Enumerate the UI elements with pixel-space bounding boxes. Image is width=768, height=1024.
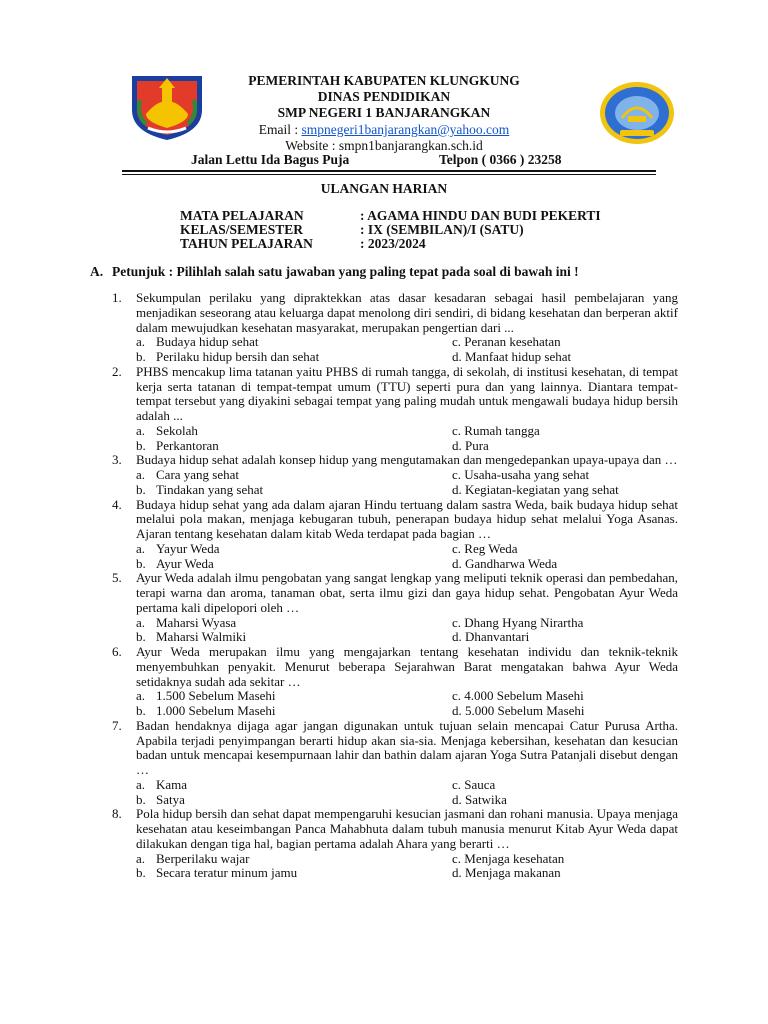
meta-key: TAHUN PELAJARAN	[180, 236, 313, 251]
question-item	[112, 365, 678, 454]
option-b[interactable]: b. Secara teratur minum jamu	[136, 865, 298, 881]
meta-value: : AGAMA HINDU DAN BUDI PEKERTI	[360, 208, 601, 223]
option-d[interactable]: d. 5.000 Sebelum Masehi	[452, 703, 585, 718]
option-a[interactable]: a. Cara yang sehat	[136, 467, 240, 482]
option-d[interactable]: d. Satwika	[452, 791, 507, 807]
meta-key: MATA PELAJARAN	[180, 208, 304, 223]
question-item	[112, 719, 678, 808]
question-text: Budaya hidup sehat yang ada dalam ajaran Hindu tertuang dalam sastra Weda, baik budaya hidup sehat melalui pola makan, menjaga kebugaran tubuh, penerapan budaya hidup sehat melalui Yoga Asanas. Ajaran tentang kesehatan dalam kitab Weda terdapat pada bagian …	[136, 496, 678, 541]
question-text: Budaya hidup sehat adalah konsep hidup yang mengutamakan dan mengedepankan upaya-upaya dan …	[136, 452, 678, 468]
section-instruction	[90, 264, 579, 280]
option-d[interactable]: d. Kegiatan-kegiatan yang sehat	[452, 481, 619, 497]
section-label: A.	[90, 264, 104, 279]
question-item	[112, 645, 678, 719]
meta-value: : 2023/2024	[360, 236, 426, 251]
department-name: DINAS PENDIDIKAN	[317, 89, 451, 104]
email-link[interactable]: smpnegeri1banjarangkan@yahoo.com	[301, 122, 510, 137]
option-a[interactable]: a. Sekolah	[136, 422, 198, 438]
question-item	[112, 807, 678, 881]
option-b[interactable]: b. Perilaku hidup bersih dan sehat	[136, 349, 320, 364]
header-divider	[122, 170, 656, 172]
option-c[interactable]: c. Menjaga kesehatan	[452, 850, 565, 866]
option-c[interactable]: c. Peranan kesehatan	[452, 334, 561, 350]
question-text: PHBS mencakup lima tatanan yaitu PHBS di rumah tangga, di sekolah, di institusi kesehatan, di tempat kerja serta tatanan di tempat-tempat umum (TTU) seperti pura dan yang lainnya. Diantara tempat-tempat tersebut yang diyakini sebagai tempat yang paling mudah untuk mengawali budaya hidup bersih adalah ...	[136, 363, 678, 423]
option-d[interactable]: d. Gandharwa Weda	[452, 555, 558, 571]
meta-value: : IX (SEMBILAN)/I (SATU)	[360, 222, 524, 237]
option-d[interactable]: d. Dhanvantari	[452, 629, 530, 645]
website-line: Website : smpn1banjarangkan.sch.id	[285, 138, 483, 153]
question-item	[112, 571, 678, 645]
option-b[interactable]: b. Perkantoran	[136, 437, 219, 453]
option-a[interactable]: a. Budaya hidup sehat	[136, 334, 259, 350]
question-number: 2.	[112, 363, 122, 379]
question-text: Badan hendaknya dijaga agar jangan digunakan untuk tujuan selain mencapai Catur Purusa Artha. Apabila terjadi penyimpangan berarti hidup akan sia-sia. Menjaga kebersihan, kesehatan dan kesucian badan untuk mencapai kesempurnaan lahir dan bathin dalam ajaran Yoga Sutra Patanjali disebut dengan …	[136, 717, 678, 777]
option-a[interactable]: a. Maharsi Wyasa	[136, 614, 237, 630]
option-d[interactable]: d. Manfaat hidup sehat	[452, 349, 572, 364]
question-number: 3.	[112, 452, 122, 468]
option-a[interactable]: a. Kama	[136, 776, 188, 792]
email-line	[150, 121, 618, 138]
option-b[interactable]: b. Maharsi Walmiki	[136, 629, 247, 645]
option-d[interactable]: d. Pura	[452, 437, 489, 453]
question-item	[112, 498, 678, 572]
option-c[interactable]: c. Reg Weda	[452, 540, 518, 556]
option-a[interactable]: a. Berperilaku wajar	[136, 850, 250, 866]
school-name: SMP NEGERI 1 BANJARANGKAN	[277, 105, 491, 120]
option-c[interactable]: c. Sauca	[452, 776, 496, 792]
option-b[interactable]: b. 1.000 Sebelum Masehi	[136, 703, 276, 718]
exam-title: ULANGAN HARIAN	[320, 181, 448, 196]
question-text: Sekumpulan perilaku yang dipraktekkan atas dasar kesadaran sebagai hasil pembelajaran yang menjadikan seseorang atau keluarga dapat menolong diri sendiri, di bidang kesehatan dan berperan aktif dalam mewujudkan kesehatan masyarakat, merupakan pengertian dari ...	[136, 290, 678, 335]
option-a[interactable]: a. 1.500 Sebelum Masehi	[136, 688, 276, 704]
option-c[interactable]: c. Usaha-usaha yang sehat	[452, 467, 590, 482]
option-a[interactable]: a. Yayur Weda	[136, 540, 220, 556]
question-number: 6.	[112, 644, 122, 659]
option-c[interactable]: c. Dhang Hyang Nirartha	[452, 614, 584, 630]
question-text: Pola hidup bersih dan sehat dapat mempengaruhi kesucian jasmani dan rohani manusia. Upaya menjaga kesehatan atau keseimbangan Panca Mahabhuta dalam tubuh manusia menurut Kitab Ayur Weda dapat dilakukan dengan tiga hal, bagian pertama adalah Ahara yang berarti …	[136, 806, 678, 851]
question-number: 7.	[112, 717, 122, 733]
option-b[interactable]: b. Satya	[136, 791, 185, 807]
option-c[interactable]: c. 4.000 Sebelum Masehi	[452, 688, 584, 704]
option-b[interactable]: b. Tindakan yang sehat	[136, 481, 264, 497]
question-item	[112, 453, 678, 497]
header-divider-thin	[122, 174, 656, 175]
question-number: 8.	[112, 806, 122, 822]
question-number: 5.	[112, 570, 122, 586]
meta-key: KELAS/SEMESTER	[180, 222, 304, 237]
email-label: Email :	[258, 122, 302, 137]
address: Jalan Lettu Ida Bagus Puja	[191, 152, 350, 167]
instruction-text: Petunjuk : Pilihlah salah satu jawaban yang paling tepat pada soal di bawah ini !	[112, 264, 579, 279]
question-item	[112, 291, 678, 365]
question-number: 1.	[112, 290, 122, 305]
question-text: Ayur Weda merupakan ilmu yang mengajarkan tentang kesehatan individu dan teknik-teknik menyembuhkan penyakit. Menurut beberapa Sejarahwan Barat mengatakan bahwa Ayur Weda setidaknya sudah ada sekitar …	[136, 644, 678, 689]
question-number: 4.	[112, 496, 122, 512]
option-c[interactable]: c. Rumah tangga	[452, 422, 540, 438]
option-d[interactable]: d. Menjaga makanan	[452, 865, 561, 881]
question-text: Ayur Weda adalah ilmu pengobatan yang sangat lengkap yang meliputi teknik operasi dan pembedahan, terapi warna dan aroma, tanaman obat, serta ilmu gizi dan gaya hidup sehat. Pengobatan Ayur Weda pertama kali dipelopori oleh …	[136, 570, 678, 615]
question-list	[112, 291, 678, 881]
option-b[interactable]: b. Ayur Weda	[136, 555, 214, 571]
phone: Telpon ( 0366 ) 23258	[439, 152, 562, 167]
government-name: PEMERINTAH KABUPATEN KLUNGKUNG	[248, 73, 520, 88]
